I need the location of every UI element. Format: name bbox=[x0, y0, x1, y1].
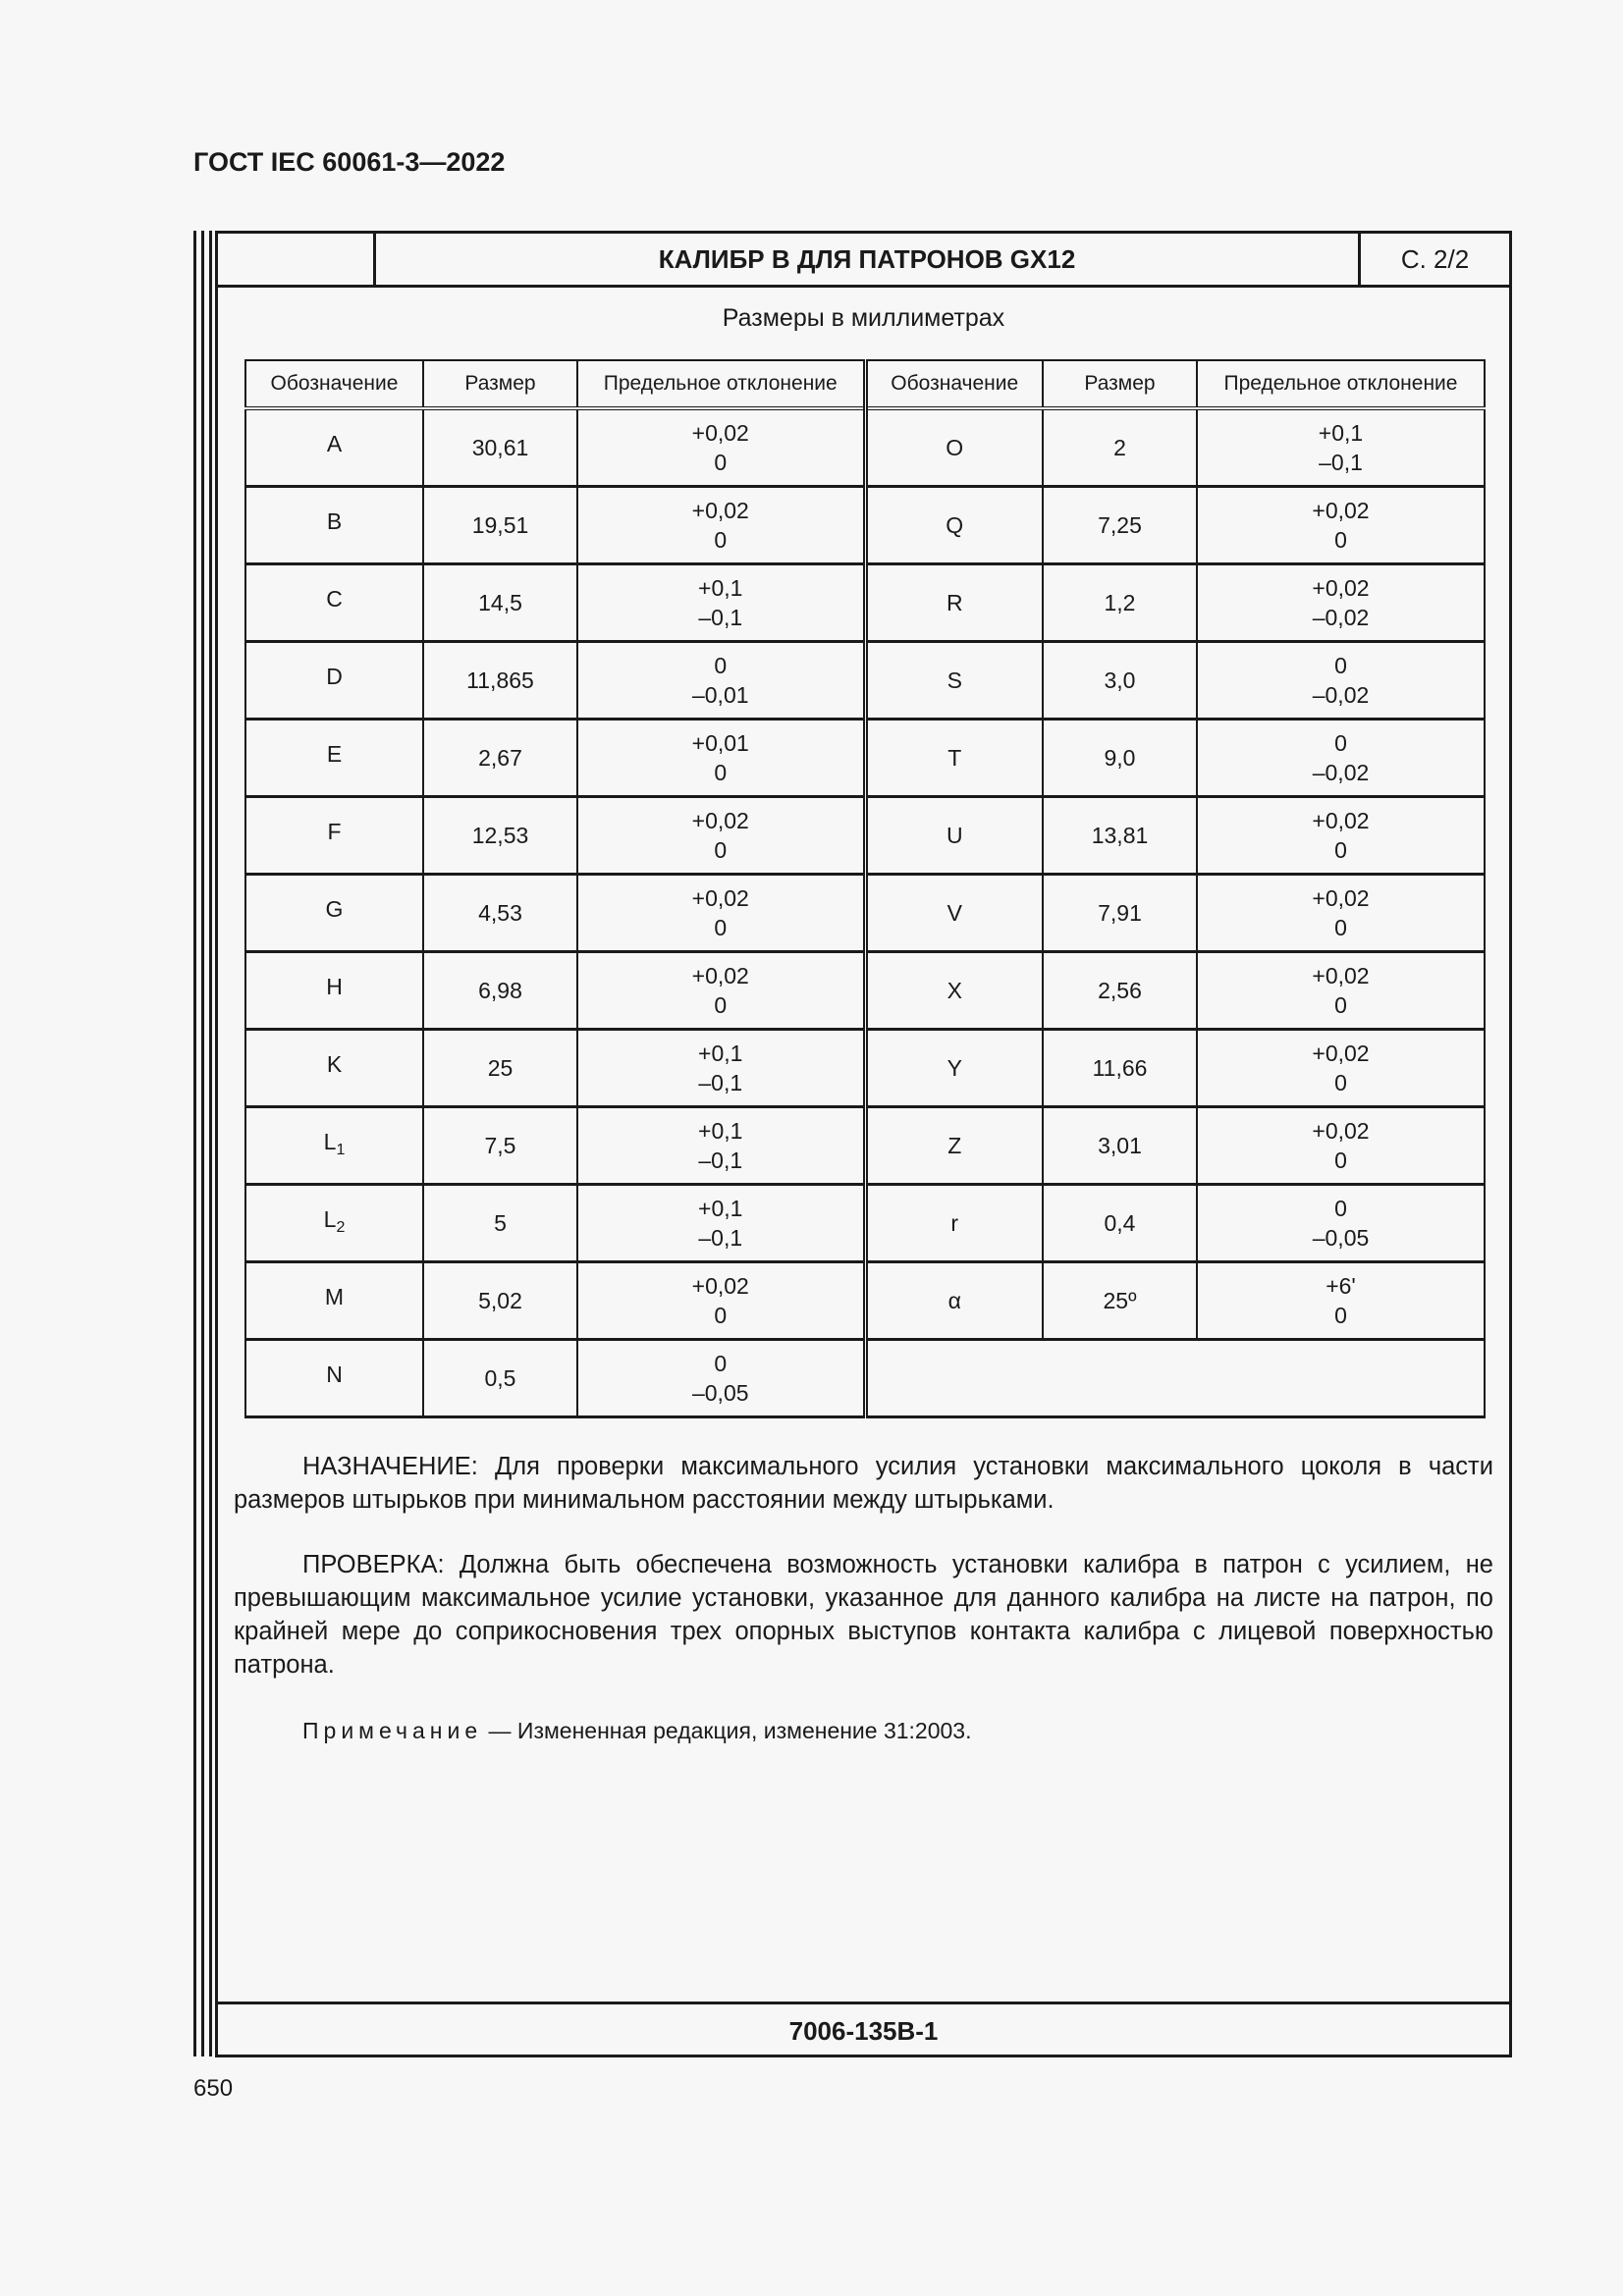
table-body bbox=[245, 408, 1485, 1417]
size-cell: 9,0 bbox=[1043, 720, 1197, 797]
tolerance-cell bbox=[577, 1340, 865, 1417]
tolerance-cell bbox=[1197, 952, 1485, 1030]
binding-rule bbox=[201, 231, 204, 2056]
binding-rule bbox=[209, 231, 212, 2056]
tolerance-cell bbox=[1197, 1030, 1485, 1107]
upper-deviation: 0 bbox=[1334, 730, 1347, 756]
upper-deviation: 0 bbox=[714, 653, 728, 678]
size-cell: 2,56 bbox=[1043, 952, 1197, 1030]
size-cell: 5,02 bbox=[423, 1262, 577, 1340]
sheet-code: 7006-135В-1 bbox=[218, 2002, 1509, 2057]
size-cell: 25º bbox=[1043, 1262, 1197, 1340]
lower-deviation: 0 bbox=[1334, 527, 1347, 553]
lower-deviation: 0 bbox=[1334, 1303, 1347, 1328]
lower-deviation: 0 bbox=[714, 760, 728, 785]
designation-cell: E bbox=[245, 720, 423, 797]
designation-cell: D bbox=[245, 642, 423, 720]
size-cell: 0,4 bbox=[1043, 1185, 1197, 1262]
designation-cell: O bbox=[865, 408, 1043, 487]
upper-deviation: +0,02 bbox=[1312, 1118, 1370, 1144]
binding-rule bbox=[193, 231, 196, 2056]
tolerance-cell bbox=[577, 564, 865, 642]
table-row bbox=[245, 952, 1485, 1030]
tolerance-cell bbox=[577, 797, 865, 875]
sheet-title: КАЛИБР В ДЛЯ ПАТРОНОВ GX12 bbox=[376, 234, 1361, 285]
size-cell: 3,0 bbox=[1043, 642, 1197, 720]
lower-deviation: –0,1 bbox=[698, 1148, 743, 1173]
title-blank-cell bbox=[218, 234, 376, 285]
designation-cell: G bbox=[245, 875, 423, 952]
lower-deviation: –0,05 bbox=[691, 1380, 749, 1406]
table-row bbox=[245, 1262, 1485, 1340]
upper-deviation: +0,02 bbox=[691, 420, 749, 446]
lower-deviation: 0 bbox=[714, 915, 728, 940]
table-row bbox=[245, 487, 1485, 564]
designation-cell: C bbox=[245, 564, 423, 642]
designation-cell: R bbox=[865, 564, 1043, 642]
tolerance-cell bbox=[577, 875, 865, 952]
size-cell: 0,5 bbox=[423, 1340, 577, 1417]
upper-deviation: +0,02 bbox=[1312, 1041, 1370, 1066]
designation-cell: B bbox=[245, 487, 423, 564]
lower-deviation: 0 bbox=[714, 527, 728, 553]
lower-deviation: 0 bbox=[1334, 1070, 1347, 1095]
upper-deviation: +0,02 bbox=[691, 498, 749, 523]
tolerance-cell bbox=[577, 720, 865, 797]
table-header-row bbox=[245, 360, 1485, 408]
designation-cell: X bbox=[865, 952, 1043, 1030]
upper-deviation: +6' bbox=[1325, 1273, 1356, 1299]
size-cell: 19,51 bbox=[423, 487, 577, 564]
designation-cell: H bbox=[245, 952, 423, 1030]
lower-deviation: –0,1 bbox=[1319, 450, 1363, 475]
upper-deviation: +0,02 bbox=[691, 808, 749, 833]
designation-cell: U bbox=[865, 797, 1043, 875]
designation-cell: $L_2$ bbox=[245, 1185, 423, 1262]
col-header-size: Размер bbox=[1043, 360, 1197, 408]
note-label: Примечание bbox=[302, 1718, 483, 1743]
lower-deviation: –0,05 bbox=[1312, 1225, 1370, 1251]
page-number: 650 bbox=[193, 2075, 234, 2102]
table-row bbox=[245, 720, 1485, 797]
size-cell: 25 bbox=[423, 1030, 577, 1107]
tolerance-cell bbox=[1197, 1107, 1485, 1185]
upper-deviation: +0,1 bbox=[698, 1041, 743, 1066]
size-cell: 13,81 bbox=[1043, 797, 1197, 875]
upper-deviation: +0,02 bbox=[1312, 498, 1370, 523]
upper-deviation: +0,1 bbox=[698, 575, 743, 601]
designation-cell: K bbox=[245, 1030, 423, 1107]
tolerance-cell bbox=[1197, 797, 1485, 875]
table-row bbox=[245, 1340, 1485, 1417]
upper-deviation: 0 bbox=[1334, 1196, 1347, 1221]
upper-deviation: +0,02 bbox=[1312, 885, 1370, 911]
size-cell: 6,98 bbox=[423, 952, 577, 1030]
tolerance-cell bbox=[1197, 875, 1485, 952]
table-row bbox=[245, 564, 1485, 642]
size-cell: 2 bbox=[1043, 408, 1197, 487]
size-cell: 14,5 bbox=[423, 564, 577, 642]
size-cell: 7,91 bbox=[1043, 875, 1197, 952]
purpose-paragraph bbox=[234, 1450, 1493, 1517]
check-text: ПРОВЕРКА: Должна быть обеспечена возможность установки калибра в патрон с усилием, не превышающим максимальное усилие установки, указанное для данного калибра на листе на патрон, по крайней мере до соприкосновения трех опорных выступов контакта калибра с лицевой поверхностью патрона. bbox=[234, 1551, 1493, 1679]
standard-header: ГОСТ IEC 60061-3—2022 bbox=[193, 147, 506, 177]
table-row bbox=[245, 642, 1485, 720]
tolerance-cell bbox=[577, 642, 865, 720]
table-row bbox=[245, 1107, 1485, 1185]
upper-deviation: +0,01 bbox=[691, 730, 749, 756]
designation-cell: S bbox=[865, 642, 1043, 720]
tolerance-cell bbox=[577, 952, 865, 1030]
size-cell: 30,61 bbox=[423, 408, 577, 487]
lower-deviation: 0 bbox=[1334, 837, 1347, 863]
tolerance-cell bbox=[577, 1030, 865, 1107]
size-cell: 12,53 bbox=[423, 797, 577, 875]
designation-cell: r bbox=[865, 1185, 1043, 1262]
size-cell: 5 bbox=[423, 1185, 577, 1262]
table-row bbox=[245, 797, 1485, 875]
tolerance-cell bbox=[577, 1107, 865, 1185]
designation-cell: A bbox=[245, 408, 423, 487]
lower-deviation: –0,01 bbox=[691, 682, 749, 708]
designation-cell: α bbox=[865, 1262, 1043, 1340]
lower-deviation: 0 bbox=[714, 837, 728, 863]
size-cell: 11,66 bbox=[1043, 1030, 1197, 1107]
lower-deviation: 0 bbox=[714, 992, 728, 1018]
designation-cell: Q bbox=[865, 487, 1043, 564]
col-header-tolerance: Предельное отклонение bbox=[577, 360, 865, 408]
lower-deviation: –0,02 bbox=[1312, 605, 1370, 630]
dimensions-table bbox=[244, 359, 1486, 1418]
size-cell: 7,25 bbox=[1043, 487, 1197, 564]
size-cell: 11,865 bbox=[423, 642, 577, 720]
size-cell: 1,2 bbox=[1043, 564, 1197, 642]
tolerance-cell bbox=[1197, 720, 1485, 797]
lower-deviation: –0,02 bbox=[1312, 682, 1370, 708]
upper-deviation: +0,02 bbox=[1312, 963, 1370, 988]
tolerance-cell bbox=[577, 1185, 865, 1262]
designation-cell: T bbox=[865, 720, 1043, 797]
designation-cell: N bbox=[245, 1340, 423, 1417]
col-header-size: Размер bbox=[423, 360, 577, 408]
designation-cell: $L_1$ bbox=[245, 1107, 423, 1185]
units-note: Размеры в миллиметрах bbox=[722, 304, 1005, 332]
lower-deviation: 0 bbox=[1334, 992, 1347, 1018]
check-paragraph bbox=[234, 1548, 1493, 1682]
lower-deviation: 0 bbox=[714, 450, 728, 475]
lower-deviation: –0,1 bbox=[698, 605, 743, 630]
size-cell: 3,01 bbox=[1043, 1107, 1197, 1185]
empty-cell bbox=[865, 1340, 1485, 1417]
tolerance-cell bbox=[577, 408, 865, 487]
col-header-designation: Обозначение bbox=[865, 360, 1043, 408]
lower-deviation: 0 bbox=[1334, 1148, 1347, 1173]
note-text: — Измененная редакция, изменение 31:2003. bbox=[482, 1718, 972, 1743]
lower-deviation: –0,1 bbox=[698, 1070, 743, 1095]
size-cell: 2,67 bbox=[423, 720, 577, 797]
tolerance-cell bbox=[1197, 1262, 1485, 1340]
upper-deviation: +0,1 bbox=[698, 1118, 743, 1144]
tolerance-cell bbox=[1197, 487, 1485, 564]
designation-cell: F bbox=[245, 797, 423, 875]
designation-cell: Z bbox=[865, 1107, 1043, 1185]
lower-deviation: –0,1 bbox=[698, 1225, 743, 1251]
upper-deviation: +0,1 bbox=[698, 1196, 743, 1221]
size-cell: 7,5 bbox=[423, 1107, 577, 1185]
upper-deviation: +0,1 bbox=[1318, 420, 1364, 446]
upper-deviation: +0,02 bbox=[1312, 808, 1370, 833]
col-header-designation: Обозначение bbox=[245, 360, 423, 408]
note bbox=[302, 1718, 972, 1744]
sheet-page-ref: С. 2/2 bbox=[1400, 243, 1470, 274]
upper-deviation: +0,02 bbox=[691, 1273, 749, 1299]
sheet-frame bbox=[215, 231, 1512, 2057]
lower-deviation: –0,02 bbox=[1312, 760, 1370, 785]
purpose-text: НАЗНАЧЕНИЕ: Для проверки максимального усилия установки максимального цоколя в части размеров штырьков при минимальном расстоянии между штырьками. bbox=[234, 1453, 1493, 1514]
upper-deviation: +0,02 bbox=[1312, 575, 1370, 601]
table-row bbox=[245, 1185, 1485, 1262]
designation-cell: V bbox=[865, 875, 1043, 952]
tolerance-cell bbox=[577, 487, 865, 564]
tolerance-cell bbox=[1197, 564, 1485, 642]
upper-deviation: +0,02 bbox=[691, 963, 749, 988]
tolerance-cell bbox=[1197, 642, 1485, 720]
tolerance-cell bbox=[1197, 1185, 1485, 1262]
tolerance-cell bbox=[577, 1262, 865, 1340]
col-header-tolerance: Предельное отклонение bbox=[1197, 360, 1485, 408]
sheet-title-bar bbox=[218, 234, 1509, 288]
lower-deviation: 0 bbox=[1334, 915, 1347, 940]
tolerance-cell bbox=[1197, 408, 1485, 487]
table-row bbox=[245, 875, 1485, 952]
lower-deviation: 0 bbox=[714, 1303, 728, 1328]
upper-deviation: +0,02 bbox=[691, 885, 749, 911]
designation-cell: M bbox=[245, 1262, 423, 1340]
table-row bbox=[245, 1030, 1485, 1107]
upper-deviation: 0 bbox=[1334, 653, 1347, 678]
table-row bbox=[245, 408, 1485, 487]
designation-cell: Y bbox=[865, 1030, 1043, 1107]
upper-deviation: 0 bbox=[714, 1351, 728, 1376]
size-cell: 4,53 bbox=[423, 875, 577, 952]
